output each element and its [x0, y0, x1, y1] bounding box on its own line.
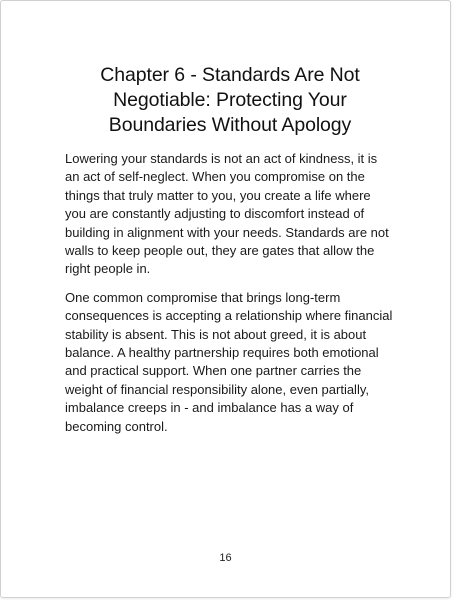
chapter-title: Chapter 6 - Standards Are Not Negotiable: Protecting Your Boundaries Without Apology	[100, 64, 360, 136]
body-paragraph-2: One common compromise that brings long-term consequences is accepting a relationship where financial stability is absent. This is not about greed, it is about balance. A healthy partnership requires both emotional and practical support. When one partner carries the weight of financial responsibility alone, even partially, imbalance creeps in - and imbalance has a way of becoming control.	[65, 289, 393, 434]
page-content	[65, 63, 395, 446]
page-number: 16	[219, 552, 232, 564]
body-paragraph-1: Lowering your standards is not an act of kindness, it is an act of self-neglect. When you compromise on the things that truly matter to you, you create a life where you are constantly adjusting to discomfort instead of building in alignment with your needs. Standards are not walls to keep people out, they are gates that allow the right people in.	[65, 151, 389, 277]
